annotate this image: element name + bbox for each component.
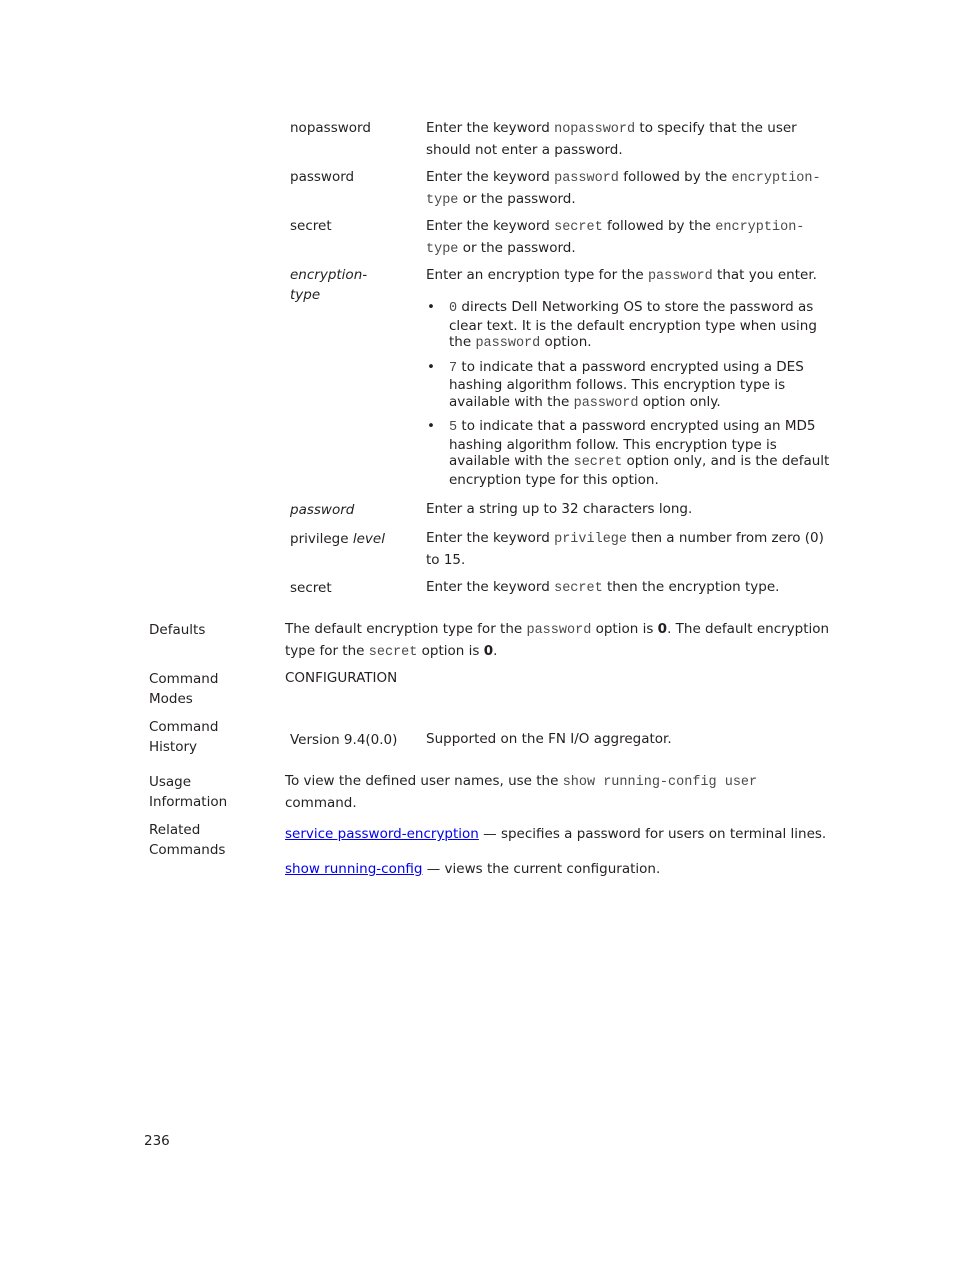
history-version: Version 9.4(0.0) (290, 732, 398, 748)
param-privilege-keyword (290, 529, 410, 549)
param-password-description (426, 167, 830, 211)
code-keyword: secret (368, 645, 418, 660)
code-keyword: privilege (554, 532, 628, 547)
text: — views the current configuration. (422, 861, 661, 877)
text: Enter an encryption type for the (426, 267, 648, 283)
page-number: 236 (144, 1133, 170, 1149)
code-keyword: 7 (449, 360, 458, 376)
related-link-show-running-config[interactable]: show running-config (285, 861, 423, 877)
text: Enter the keyword (426, 579, 555, 595)
section-label-command-history (149, 717, 269, 757)
param-nopassword-description (426, 118, 830, 160)
text: option is (417, 643, 484, 659)
text: option only. (638, 393, 721, 410)
param-password-string-keyword (290, 500, 410, 520)
label-line: Usage (149, 774, 192, 790)
param-secret2-keyword: secret (290, 580, 332, 596)
code-keyword: 0 (449, 301, 458, 316)
code-keyword: password (475, 336, 541, 351)
code-keyword: secret (554, 581, 603, 596)
param-privilege-description (426, 528, 830, 570)
code-keyword: encryption-type (426, 220, 805, 257)
text: . (493, 643, 498, 659)
code-keyword: password (573, 395, 639, 411)
italic-keyword: encryption-type (290, 267, 368, 303)
italic-keyword: level (352, 531, 385, 547)
text: command. (285, 795, 357, 811)
related-link-service-password-encryption[interactable]: service password-encryption (285, 826, 479, 842)
text: to indicate that a password encrypted using a DES hashing algorithm follows. This encryption type is available with the (449, 358, 804, 410)
bullet-item (426, 418, 830, 488)
text: Enter the keyword (426, 218, 555, 234)
param-password-string-description: Enter a string up to 32 characters long. (426, 501, 693, 517)
text: directs Dell Networking OS to store the password as clear text. It is the default encryption type when using the (449, 299, 817, 350)
text: To view the defined user names, use the (285, 773, 563, 789)
command-modes-value: CONFIGURATION (285, 670, 398, 686)
bullet-item (426, 299, 830, 353)
code-keyword: secret (573, 455, 623, 470)
text: Enter the keyword (426, 169, 555, 185)
code-keyword: 5 (449, 420, 458, 435)
code-keyword: password (554, 171, 619, 186)
param-secret2-description (426, 577, 830, 599)
code-keyword: password (647, 269, 713, 284)
text: that you enter. (712, 267, 817, 283)
code-keyword: nopassword (554, 122, 636, 137)
related-command-item (285, 824, 830, 844)
code-keyword: show running-config user (562, 775, 758, 790)
code-keyword: encryption-type (426, 171, 821, 208)
text: The default encryption type for the (285, 621, 527, 637)
param-secret-keyword: secret (290, 218, 332, 234)
related-command-item (285, 859, 830, 879)
defaults-text (285, 619, 830, 663)
label-line: Related (149, 822, 201, 838)
text: followed by the (618, 169, 732, 185)
bold-value: 0 (657, 621, 668, 637)
text: — specifies a password for users on terminal lines. (478, 826, 827, 842)
text: Enter the keyword (426, 120, 555, 136)
param-password-keyword: password (290, 169, 355, 185)
text: option is (591, 621, 658, 637)
italic-keyword: password (290, 502, 355, 518)
text: then a number from zero (0) to 15. (426, 530, 824, 568)
section-label-command-modes (149, 669, 269, 709)
param-nopassword-keyword: nopassword (290, 120, 371, 136)
text: followed by the (602, 218, 716, 234)
text: to indicate that a password encrypted using an MD5 hashing algorithm follow. This encryption type is available with the (449, 418, 816, 469)
section-label-related-commands (149, 820, 269, 860)
text: option. (540, 334, 592, 350)
history-description: Supported on the FN I/O aggregator. (426, 731, 672, 747)
text: privilege (290, 531, 353, 547)
section-label-usage-information (149, 772, 269, 812)
text: Enter the keyword (426, 530, 555, 546)
text: then the encryption type. (602, 579, 780, 595)
label-line: Command (149, 671, 219, 687)
bold-value: 0 (483, 643, 494, 659)
code-keyword: password (526, 623, 592, 638)
label-line: Modes (149, 691, 193, 707)
label-line: Commands (149, 842, 226, 858)
section-label-defaults: Defaults (149, 622, 206, 638)
param-secret-description (426, 216, 830, 260)
text: or the password. (458, 240, 576, 256)
text: or the password. (458, 191, 576, 207)
code-keyword: secret (554, 220, 603, 235)
label-line: History (149, 739, 198, 755)
encryption-type-bullet-list (426, 299, 830, 494)
bullet-item (426, 359, 830, 413)
param-encryption-type-keyword (290, 265, 380, 305)
param-encryption-type-description (426, 265, 830, 287)
text: . The default encryption type for the (285, 621, 830, 659)
label-line: Command (149, 719, 219, 735)
label-line: Information (149, 794, 228, 810)
usage-text (285, 771, 830, 813)
text: to specify that the user should not enter a password. (426, 120, 797, 158)
text: option only, and is the default encryption type for this option. (449, 453, 830, 488)
